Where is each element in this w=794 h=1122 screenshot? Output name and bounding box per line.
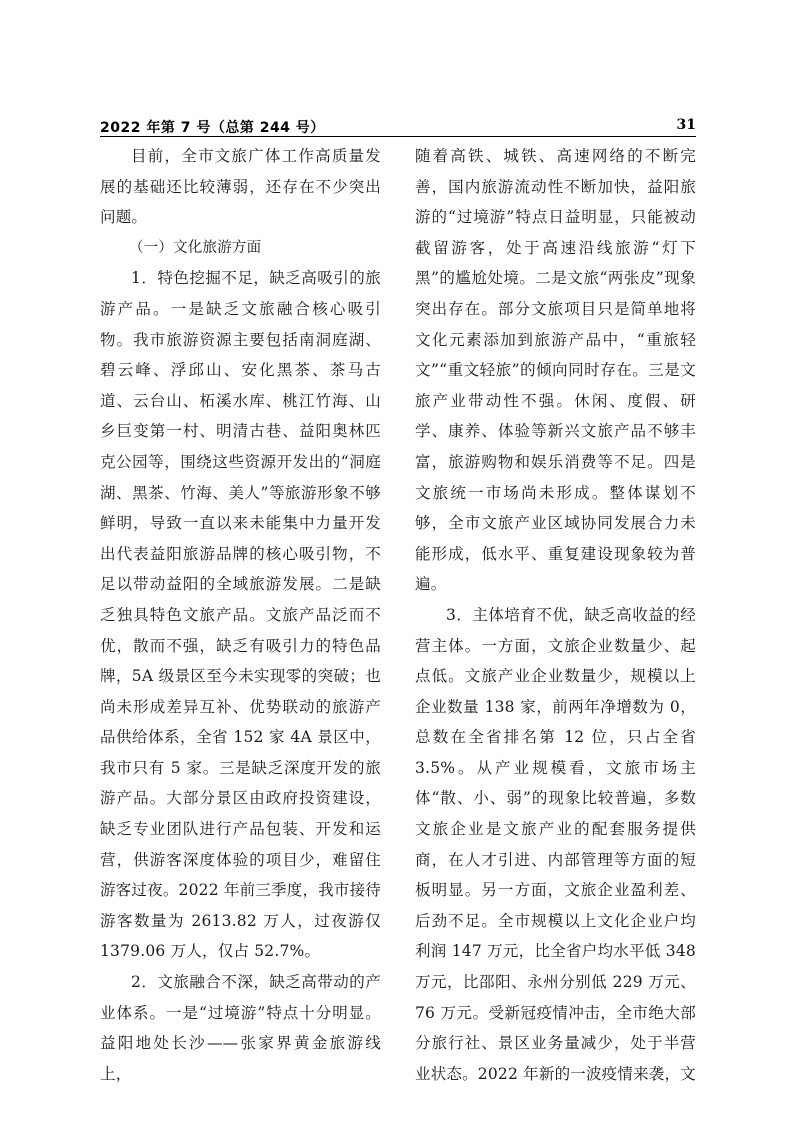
right-column xyxy=(415,141,696,1089)
left-column xyxy=(100,141,381,1089)
intro-paragraph: 目前，全市文旅广体工作高质量发展的基础还比较薄弱，还存在不少突出问题。 xyxy=(100,147,381,227)
header-rule xyxy=(100,136,696,137)
page-number: 31 xyxy=(676,117,696,133)
paragraph-3: 3．主体培育不优，缺乏高收益的经营主体。一方面，文旅企业数量少、起点低。文旅产业企业数量少，规模以上企业数量 138 家，前两年净增数为 0，总数在全省排名第 12 位，只占全省 3.5%。从产业规模看，文旅市场主体“散、小、弱”的现象比较普遍，多数文旅企业是文旅产业的配套服务提供商，在人才引进、内部管理等方面的短板明显。另一方面，文旅企业盈利差、后劲不足。全市规模以上文化企业户均利润 147 万元，比全省户均水平低 348 万元，比邵阳、永州分别低 229 万元、76 万元。受新冠疫情冲击，全市绝大部分旅行社、景区业务量减少，处于半营业状态。2022 年新的一波疫情来袭，文 xyxy=(415,605,696,1083)
section-heading: （一）文化旅游方面 xyxy=(129,239,262,256)
paragraph-2-continued: 随着高铁、城铁、高速网络的不断完善，国内旅游流动性不断加快，益阳旅游的“过境游”特点日益明显，只能被动截留游客，处于高速沿线旅游“灯下黑”的尴尬处境。二是文旅“两张皮”现象突出存在。部分文旅项目只是简单地将文化元素添加到旅游产品中，“重旅轻文”“重文轻旅”的倾向同时存在。三是文旅产业带动性不强。休闲、度假、研学、康养、体验等新兴文旅产品不够丰富，旅游购物和娱乐消费等不足。四是文旅统一市场尚未形成。整体谋划不够，全市文旅产业区域协同发展合力未能形成，低水平、重复建设现象较为普遍。 xyxy=(415,147,696,594)
issue-label: 2022 年第 7 号（总第 244 号） xyxy=(100,120,325,136)
paragraph-2: 2．文旅融合不深，缺乏高带动的产业体系。一是“过境游”特点十分明显。益阳地处长沙——张家界黄金旅游线上， xyxy=(100,973,381,1083)
running-header xyxy=(100,115,696,137)
paragraph-1: 1．特色挖掘不足，缺乏高吸引的旅游产品。一是缺乏文旅融合核心吸引物。我市旅游资源主要包括南洞庭湖、碧云峰、浮邱山、安化黑茶、茶马古道、云台山、柘溪水库、桃江竹海、山乡巨变第一村、明清古巷、益阳奥林匹克公园等，围绕这些资源开发出的“洞庭湖、黑茶、竹海、美人”等旅游形象不够鲜明，导致一直以来未能集中力量开发出代表益阳旅游品牌的核心吸引物，不足以带动益阳的全域旅游发展。二是缺乏独具特色文旅产品。文旅产品泛而不优，散而不强，缺乏有吸引力的特色品牌，5A 级景区至今未实现零的突破；也尚未形成差异互补、优势联动的旅游产品供给体系，全省 152 家 4A 景区中，我市只有 5 家。三是缺乏深度开发的旅游产品。大部分景区由政府投资建设，缺乏专业团队进行产品包装、开发和运营，供游客深度体验的项目少，难留住游客过夜。2022 年前三季度，我市接待游客数量为 2613.82 万人，过夜游仅1379.06 万人，仅占 52.7%。 xyxy=(100,269,381,961)
